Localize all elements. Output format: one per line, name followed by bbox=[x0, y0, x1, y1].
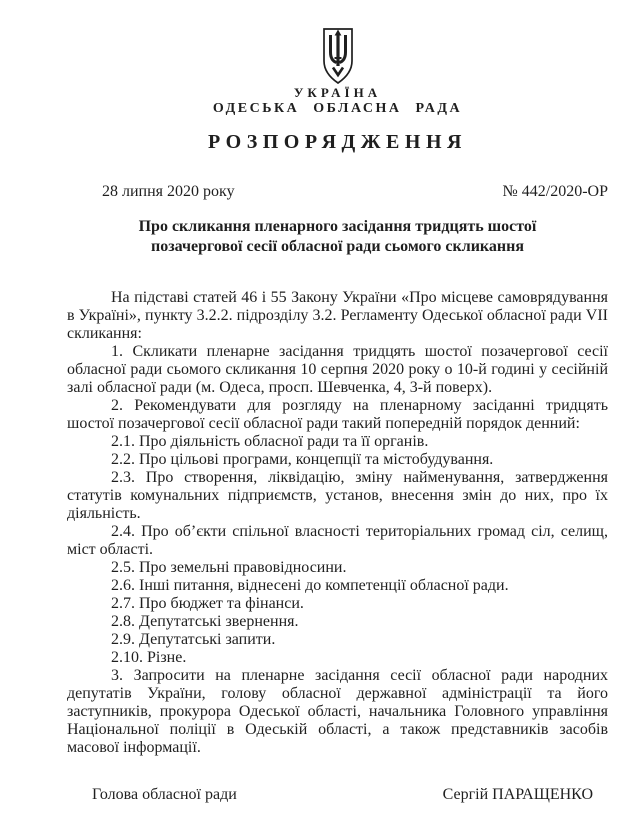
paragraph-item-2-1: 2.1. Про діяльність обласної ради та її органів. bbox=[111, 433, 429, 450]
paragraph-item-1: 1. Скликати пленарне засідання тридцять шостої позачергової сесії обласної ради сьомого скликання 10 серпня 2020 року о 10-й годині у сесійній залі обласної ради (м. Одеса, просп. Шевченка, 4, 3-й поверх). bbox=[67, 343, 608, 396]
signature-row bbox=[67, 786, 608, 804]
document-title-line-2: позачергової сесії обласної ради сьомого скликання bbox=[150, 238, 524, 255]
document-meta-row bbox=[67, 183, 608, 201]
signer-name: Сергій ПАРАЩЕНКО bbox=[442, 786, 593, 803]
organization-name: ОДЕСЬКА ОБЛАСНА РАДА bbox=[212, 101, 463, 116]
paragraph-preamble: На підставі статей 46 і 55 Закону України «Про місцеве самоврядування в Україні», пункту 3.2.2. підрозділу 3.2. Регламенту Одеської обласної ради VII скликання: bbox=[67, 289, 608, 342]
paragraph-item-2-9: 2.9. Депутатські запити. bbox=[111, 631, 276, 648]
document-type-heading: РОЗПОРЯДЖЕННЯ bbox=[208, 131, 467, 153]
paragraph-item-2-10: 2.10. Різне. bbox=[111, 649, 187, 666]
paragraph-item-3: 3. Запросити на пленарне засідання сесії обласної ради народних депутатів України, голову обласної державної адміністрації та його заступників, прокурора Одеської області, начальника Головного управління Національної поліції в Одеській області, а також представників засобів масової інформації. bbox=[67, 667, 608, 756]
paragraph-item-2-5: 2.5. Про земельні правовідносини. bbox=[111, 559, 347, 576]
signer-position-title: Голова обласної ради bbox=[92, 786, 237, 803]
document-number: № 442/2020-ОР bbox=[502, 183, 608, 200]
paragraph-item-2-4: 2.4. Про об’єкти спільної власності територіальних громад сіл, селищ, міст області. bbox=[67, 523, 608, 558]
paragraph-item-2-6: 2.6. Інші питання, віднесені до компетенції обласної ради. bbox=[111, 577, 509, 594]
paragraph-item-2: 2. Рекомендувати для розгляду на пленарному засіданні тридцять шостої позачергової сесії обласної ради такий попередній порядок денний: bbox=[67, 397, 608, 432]
document-title bbox=[67, 217, 608, 257]
document-title-line-1: Про скликання пленарного засідання тридцять шостої bbox=[138, 218, 537, 235]
paragraph-item-2-2: 2.2. Про цільові програми, концепції та містобудування. bbox=[111, 451, 494, 468]
paragraph-item-2-7: 2.7. Про бюджет та фінанси. bbox=[111, 595, 304, 612]
document-date: 28 липня 2020 року bbox=[102, 183, 235, 200]
country-name: УКРАЇНА bbox=[293, 85, 382, 100]
paragraph-item-2-3: 2.3. Про створення, ліквідацію, зміну найменування, затвердження статутів комунальних підприємств, установ, внесення змін до них, про їх діяльність. bbox=[67, 469, 608, 522]
paragraph-item-2-8: 2.8. Депутатські звернення. bbox=[111, 613, 299, 630]
emblem-container bbox=[67, 27, 608, 85]
document-body bbox=[67, 289, 608, 757]
